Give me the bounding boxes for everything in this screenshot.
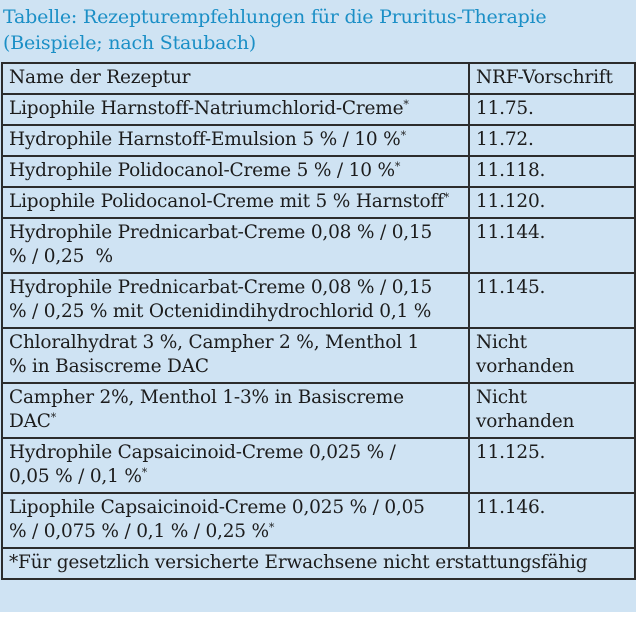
recipe-name-line-1: Hydrophile Prednicarbat-Creme 0,08 % / 0,15 [9,222,433,243]
nrf-cell: 11.146. [469,493,635,548]
nrf-cell: Nicht vorhanden [469,383,635,438]
footnote-row [2,548,635,579]
recipe-name-line-2: % in Basiscreme DAC [9,356,209,377]
footnote-marker: * [403,98,409,111]
table-header-row [2,63,635,94]
recipe-name: Hydrophile Polidocanol-Creme 5 % / 10 % [9,160,395,181]
nrf-cell: 11.72. [469,125,635,156]
table-row [2,156,635,187]
table-row [2,328,635,383]
footnote-marker: * [443,191,450,204]
nrf-cell: 11.118. [469,156,635,187]
caption-line-2: (Beispiele; nach Staubach) [3,32,256,54]
footnote-marker: * [141,466,148,479]
recipe-name-cell [2,493,469,548]
recipe-name-cell [2,328,469,383]
footnote-marker: * [394,160,401,173]
recipe-name-cell [2,218,469,273]
recipe-name-cell [2,187,469,218]
nrf-cell: 11.120. [469,187,635,218]
recipe-name-cell [2,125,469,156]
recipe-name-line-1: Chloralhydrat 3 %, Campher 2 %, Menthol 1 [9,332,420,353]
recipe-name-line-2: % / 0,25 % [9,246,113,267]
table-row [2,493,635,548]
footnote-marker: * [400,129,406,142]
recipe-name-line-2: DAC* [9,411,57,432]
caption-line-1: Tabelle: Rezepturempfehlungen für die Pruritus-Therapie [3,6,547,28]
footnote-text: *Für gesetzlich versicherte Erwachsene nicht erstattungsfähig [2,548,635,579]
recipe-name: Lipophile Polidocanol-Creme mit 5 % Harnstoff [9,191,444,212]
column-header-nrf: NRF-Vorschrift [469,63,635,94]
recipe-name-line-2: % / 0,075 % / 0,1 % / 0,25 %* [9,521,275,542]
footnote-marker: * [50,411,57,424]
nrf-cell: 11.75. [469,94,635,125]
nrf-cell: 11.125. [469,438,635,493]
recipe-name: Hydrophile Harnstoff-Emulsion 5 % / 10 % [9,129,401,150]
recipe-name-cell [2,94,469,125]
recipe-name-cell [2,438,469,493]
table-row [2,125,635,156]
nrf-cell: Nicht vorhanden [469,328,635,383]
nrf-cell: 11.144. [469,218,635,273]
footnote-marker: * [268,521,275,534]
table-caption [3,4,631,56]
column-header-name: Name der Rezeptur [2,63,469,94]
table-row [2,94,635,125]
table-row [2,383,635,438]
recipe-name-line-1: Hydrophile Prednicarbat-Creme 0,08 % / 0,15 [9,277,433,298]
table-row [2,187,635,218]
recipe-name-cell [2,383,469,438]
recipe-name-line-1: Lipophile Capsaicinoid-Creme 0,025 % / 0,05 [9,497,425,518]
recipe-name-cell [2,156,469,187]
recipe-name-line-2: 0,05 % / 0,1 %* [9,466,148,487]
table-row [2,273,635,328]
recipe-name-cell [2,273,469,328]
table-row [2,438,635,493]
recipe-name: Lipophile Harnstoff-Natriumchlorid-Creme [9,98,404,119]
nrf-cell: 11.145. [469,273,635,328]
prescription-table [1,62,636,580]
recipe-name-line-1: Hydrophile Capsaicinoid-Creme 0,025 % / [9,442,396,463]
recipe-name-line-2: % / 0,25 % mit Octenidindihydrochlorid 0,1 % [9,301,432,322]
recipe-name-line-1: Campher 2%, Menthol 1-3% in Basiscreme [9,387,404,408]
table-row [2,218,635,273]
